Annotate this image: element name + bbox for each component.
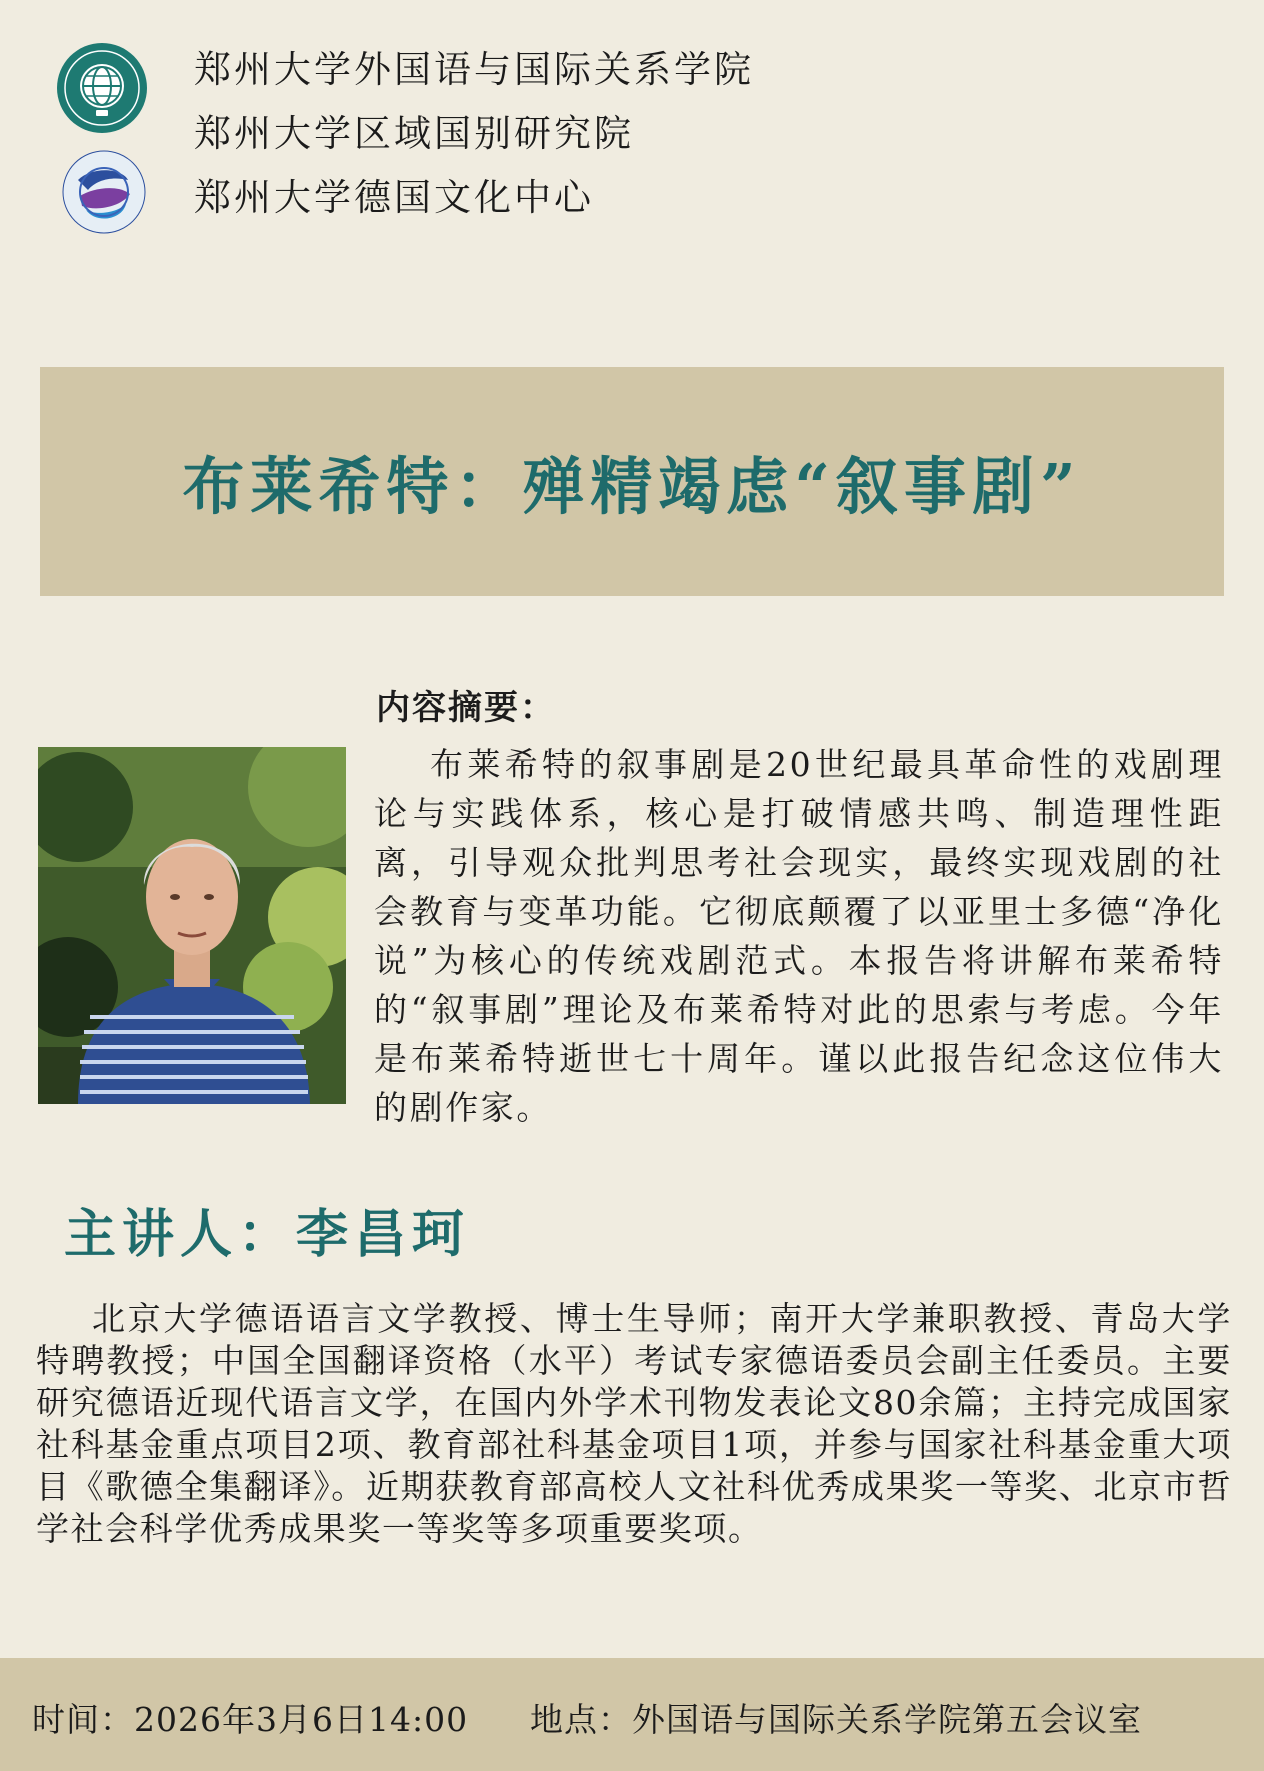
organizer-name: 郑州大学外国语与国际关系学院 [194,48,754,91]
footer-info-bar [0,1658,1264,1771]
organizer-list [194,38,754,230]
event-location: 地点：外国语与国际关系学院第五会议室 [530,1700,1142,1739]
abstract-text: 布莱希特的叙事剧是20世纪最具革命性的戏剧理论与实践体系，核心是打破情感共鸣、制造理性距离，引导观众批判思考社会现实，最终实现戏剧的社会教育与变革功能。它彻底颠覆了以亚里士多德“净化说”为核心的传统戏剧范式。本报告将讲解布莱希特的“叙事剧”理论及布莱希特对此的思索与考虑。今年是布莱希特逝世七十周年。谨以此报告纪念这位伟大的剧作家。 [374,745,1224,1127]
school-logo-icon [56,42,148,134]
organizer-name: 郑州大学德国文化中心 [194,176,594,219]
title-band [40,367,1224,596]
institute-logo-icon [62,150,146,234]
organizer-name: 郑州大学区域国别研究院 [194,112,634,155]
header [56,38,956,238]
speaker-heading: 主讲人：李昌珂 [64,1204,471,1265]
event-time: 时间：2026年3月6日14:00 [32,1700,469,1739]
abstract-label: 内容摘要： [376,688,556,728]
speaker-bio: 北京大学德语语言文学教授、博士生导师；南开大学兼职教授、青岛大学特聘教授；中国全国翻译资格（水平）考试专家德语委员会副主任委员。主要研究德语近现代语言文学，在国内外学术刊物发表论文80余篇；主持完成国家社科基金重点项目2项、教育部社科基金项目1项，并参与国家社科基金重大项目《歌德全集翻译》。近期获教育部高校人文社科优秀成果奖一等奖、北京市哲学社会科学优秀成果奖一等奖等多项重要奖项。 [36,1299,1232,1548]
lecture-title: 布莱希特：殚精竭虑“叙事剧” [182,450,1082,523]
speaker-photo [38,747,346,1104]
